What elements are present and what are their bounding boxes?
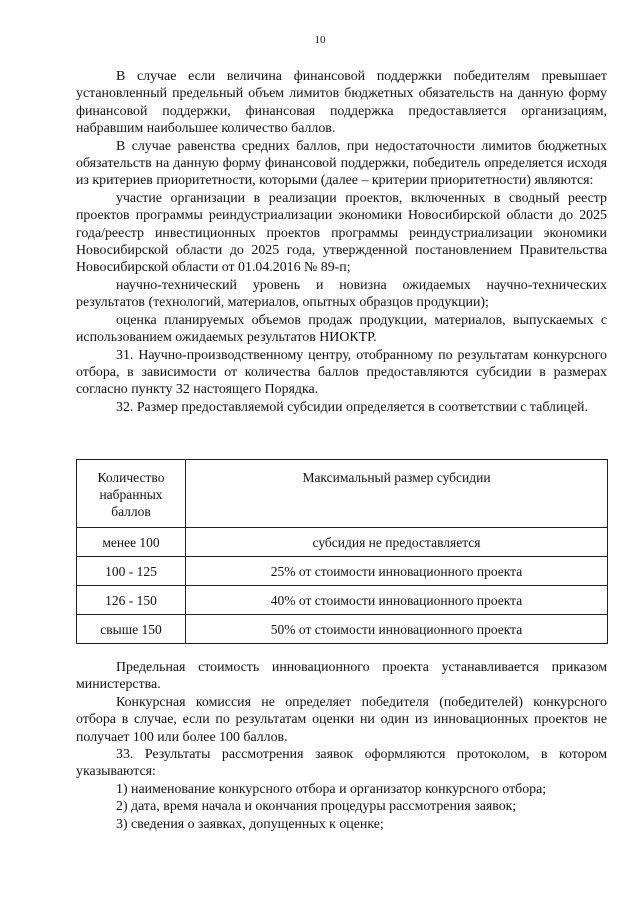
text-block-top <box>76 68 607 416</box>
paragraph: Предельная стоимость инновационного проекта устанавливается приказом министерства. <box>76 660 607 693</box>
list-item: 2) дата, время начала и окончания процедуры рассмотрения заявок; <box>116 799 517 815</box>
paragraph: участие организации в реализации проектов, включенных в сводный реестр проектов программы реиндустриализации экономики Новосибирской области до 2025 года/реестр инвестиционных проектов программы реиндустриализации экономики Новосибирской области до 2025 года, утвержденной постановлением Правительства Новосибирской области от 01.04.2016 № 89-п; <box>76 190 607 276</box>
table-row <box>77 528 608 557</box>
text-block-bottom <box>76 659 607 833</box>
cell-points: свыше 150 <box>77 615 186 644</box>
page-number: 10 <box>314 34 326 46</box>
paragraph: 32. Размер предоставляемой субсидии определяется в соответствии с таблицей. <box>116 399 588 415</box>
paragraph: Конкурсная комиссия не определяет победителя (победителей) конкурсного отбора в случае, если по результатам оценки ни один из инновационных проектов не получает 100 или более 100 баллов. <box>76 694 607 745</box>
cell-points: 126 - 150 <box>77 586 186 615</box>
list-item: 3) сведения о заявках, допущенных к оценке; <box>116 816 384 832</box>
cell-amount: 25% от стоимости инновационного проекта <box>186 557 608 586</box>
table-row <box>77 615 608 644</box>
cell-amount: 50% от стоимости инновационного проекта <box>186 615 608 644</box>
cell-amount: субсидия не предоставляется <box>186 528 608 557</box>
list-item: 1) наименование конкурсного отбора и организатор конкурсного отбора; <box>116 781 547 797</box>
paragraph: В случае если величина финансовой поддержки победителям превышает установленный предельный объем лимитов бюджетных обязательств на данную форму финансовой поддержки, финансовая поддержка предоставляется организациям, набравшим наибольшее количество баллов. <box>76 69 607 137</box>
subsidy-table <box>76 459 608 644</box>
cell-points: 100 - 125 <box>77 557 186 586</box>
header-amount: Максимальный размер субсидии <box>186 460 608 528</box>
table-row <box>77 557 608 586</box>
paragraph: 31. Научно-производственному центру, отобранному по результатам конкурсного отбора, в зависимости от количества баллов предоставляются субсидии в размерах согласно пункту 32 настоящего Порядка. <box>76 347 607 398</box>
cell-amount: 40% от стоимости инновационного проекта <box>186 586 608 615</box>
cell-points: менее 100 <box>77 528 186 557</box>
table-header-row <box>77 460 608 528</box>
paragraph: оценка планируемых объемов продаж продукции, материалов, выпускаемых с использованием ожидаемых результатов НИОКТР. <box>76 312 607 346</box>
paragraph: 33. Результаты рассмотрения заявок оформляются протоколом, в котором указываются: <box>76 747 607 780</box>
table-row <box>77 586 608 615</box>
paragraph: научно-технический уровень и новизна ожидаемых научно-технических результатов (технологий, материалов, опытных образцов продукции); <box>76 277 607 311</box>
paragraph: В случае равенства средних баллов, при недостаточности лимитов бюджетных обязательств на данную форму финансовой поддержки, победитель определяется исходя из критериев приоритетности, которыми (далее – критерии приоритетности) являются: <box>76 138 607 189</box>
header-points: Количество набранных баллов <box>77 460 186 528</box>
